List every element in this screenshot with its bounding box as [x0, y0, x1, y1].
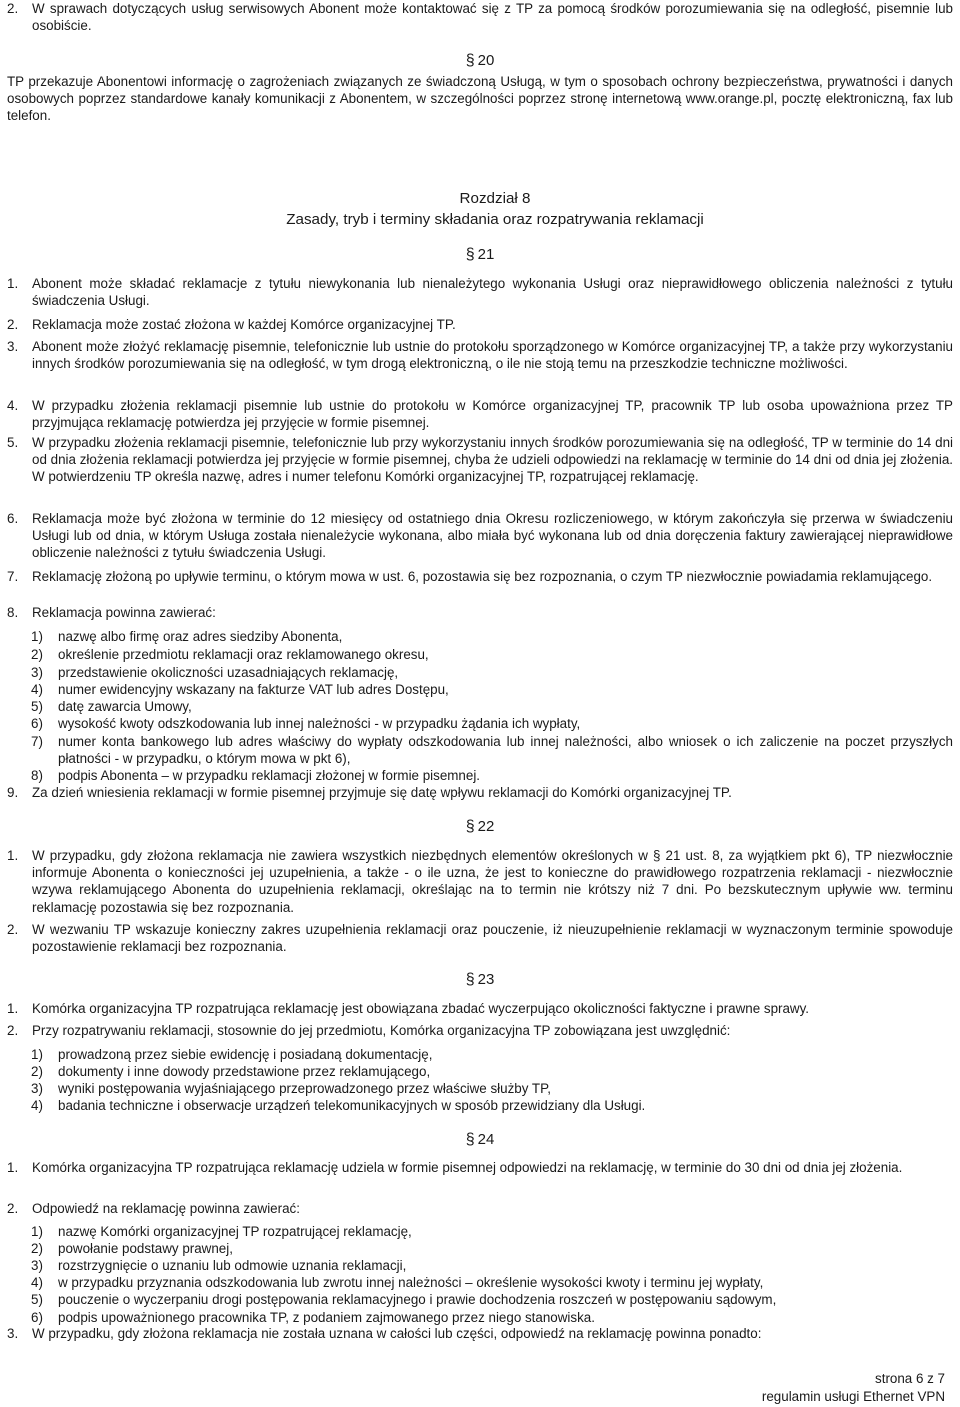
- chapter-label: Rozdział 8: [459, 190, 531, 207]
- sub-item-number: 5): [31, 699, 43, 714]
- sub-item-number: 1): [31, 1224, 43, 1239]
- item-text: W przypadku, gdy złożona reklamacja nie zawiera wszystkich niezbędnych elementów określonych w § 21 ust. 8, za wyjątkiem pkt 6), TP niezwłocznie informuje Abonenta o konieczności jej uzupełnienia, a także - o ile uzna, że jest to konieczne do prawidłowego rozpatrzenia reklamacji - niezwłocznie wzywa reklamującego Abonenta do uzupełnienia reklamacji, określając na to termin nie krótszy niż 7 dni. Po bezskutecznym upływie ww. terminu reklamację pozostawia się bez rozpoznania.: [32, 848, 953, 915]
- list-item: [7, 1000, 953, 1017]
- sub-item-number: 4): [31, 1275, 43, 1290]
- item-text: Komórka organizacyjna TP rozpatrująca reklamację udziela w formie pisemnej odpowiedzi na reklamację, w terminie do 30 dni od dnia jej złożenia.: [32, 1160, 903, 1175]
- sub-list-item: [31, 1257, 953, 1274]
- sub-list-item: [31, 1240, 953, 1257]
- item-number: 3.: [7, 339, 19, 354]
- section-heading-21: [0, 246, 960, 263]
- section-heading-22: [0, 818, 960, 835]
- sub-item-text: badania techniczne i obserwacje urządzeń telekomunikacyjnych w sposób przewidziany dla Usługi.: [58, 1098, 646, 1113]
- list-item: [7, 604, 953, 621]
- sub-item-text: określenie przedmiotu reklamacji oraz reklamowanego okresu,: [58, 647, 429, 662]
- sub-item-text: podpis Abonenta – w przypadku reklamacji złożonej w formie pisemnej.: [58, 768, 481, 783]
- list-item: [7, 568, 953, 585]
- sub-item-number: 3): [31, 1081, 43, 1096]
- item-number: 1.: [7, 1001, 19, 1016]
- item-text: W przypadku złożenia reklamacji pisemnie lub ustnie do protokołu w Komórce organizacyjnej TP, pracownik TP lub osoba upoważniona przez TP przyjmująca reklamację potwierdza jej przyjęcie w formie pisemnej.: [32, 398, 953, 431]
- section-heading-24: [0, 1131, 960, 1148]
- item-number: 3.: [7, 1326, 19, 1341]
- item-text: Reklamacja może zostać złożona w każdej Komórce organizacyjnej TP.: [32, 317, 456, 332]
- sub-item-number: 2): [31, 1064, 43, 1079]
- section-20-paragraph: TP przekazuje Abonentowi informację o zagrożeniach związanych ze świadczoną Usługą, w tym o sposobach ochrony bezpieczeństwa, prywatności i danych osobowych poprzez standardowe kanały komunikacji z Abonentem, w szczególności poprzez stronę internetową www.orange.pl, pocztę elektroniczną, fax lub telefon.: [7, 74, 953, 124]
- list-item: [7, 784, 953, 801]
- sub-item-text: podpis upoważnionego pracownika TP, z podaniem zajmowanego przez niego stanowiska.: [58, 1310, 595, 1325]
- sub-item-number: 1): [31, 629, 43, 644]
- section-number: 21: [477, 246, 495, 263]
- sub-list-item: [31, 1291, 953, 1308]
- sub-item-text: nazwę albo firmę oraz adres siedziby Abonenta,: [58, 629, 343, 644]
- item-text: W przypadku, gdy złożona reklamacja nie została uznana w całości lub części, odpowiedź na reklamację powinna ponadto:: [32, 1326, 762, 1341]
- section-symbol: §: [465, 52, 475, 69]
- sub-item-number: 8): [31, 768, 43, 783]
- list-item: [7, 397, 953, 431]
- sub-item-text: przedstawienie okoliczności uzasadniających reklamację,: [58, 665, 399, 680]
- sub-item-text: datę zawarcia Umowy,: [58, 699, 192, 714]
- page-number: strona 6 z 7: [875, 1371, 945, 1386]
- list-item: [7, 434, 953, 486]
- item-number: 2.: [7, 317, 19, 332]
- item-text: Za dzień wniesienia reklamacji w formie pisemnej przyjmuje się datę wpływu reklamacji do Komórki organizacyjnej TP.: [32, 785, 732, 800]
- list-item: [7, 275, 953, 309]
- section-heading-23: [0, 971, 960, 988]
- sub-item-text: numer konta bankowego lub adres właściwy do wypłaty odszkodowania lub innej należności, albo wniosek o ich zaliczenie na poczet przyszłych płatności - w przypadku, o którym mowa w pkt 6),: [58, 734, 953, 767]
- section-number: 24: [477, 1131, 495, 1148]
- item-text: Reklamacja może być złożona w terminie do 12 miesięcy od ostatniego dnia Okresu rozliczeniowego, w którym zakończyła się przerwa w świadczeniu Usługi lub od dnia, w którym Usługa została nienależycie wykonana, albo miała być wykonana lub od dnia doręczenia faktury zawierającej nieprawidłowe obliczenie należności z tytułu świadczenia Usługi.: [32, 511, 953, 561]
- sub-list-item: [31, 1046, 953, 1063]
- list-item: [7, 1325, 953, 1342]
- item-text: Odpowiedź na reklamację powinna zawierać:: [32, 1201, 300, 1216]
- item-number: 2.: [7, 1201, 19, 1216]
- document-name: regulamin usługi Ethernet VPN: [761, 1389, 945, 1404]
- sub-item-text: numer ewidencyjny wskazany na fakturze VAT lub adres Dostępu,: [58, 682, 449, 697]
- sub-list-item: [31, 1080, 953, 1097]
- item-number: 4.: [7, 398, 19, 413]
- list-item: [7, 316, 953, 333]
- sub-item-text: powołanie podstawy prawnej,: [58, 1241, 233, 1256]
- list-item: [7, 510, 953, 562]
- section-heading-20: [0, 52, 960, 69]
- section-number: 22: [477, 818, 495, 835]
- sub-item-text: pouczenie o wyczerpaniu drogi postępowania reklamacyjnego i prawie dochodzenia roszczeń w postępowaniu sądowym,: [58, 1292, 777, 1307]
- list-item: [7, 1022, 953, 1039]
- sub-list-item: [31, 1097, 953, 1114]
- sub-item-text: prowadzoną przez siebie ewidencję i posiadaną dokumentację,: [58, 1047, 433, 1062]
- chapter-title: Zasady, tryb i terminy składania oraz rozpatrywania reklamacji: [286, 211, 704, 228]
- sub-item-number: 3): [31, 1258, 43, 1273]
- section-symbol: §: [465, 246, 475, 263]
- item-number: 9.: [7, 785, 19, 800]
- sub-list-item: [31, 698, 953, 715]
- sub-list-item: [31, 733, 953, 767]
- sub-list-item: [31, 664, 953, 681]
- item-text: W sprawach dotyczących usług serwisowych Abonent może kontaktować się z TP za pomocą środków porozumiewania się na odległość, pisemnie lub osobiście.: [32, 1, 953, 34]
- item-number: 5.: [7, 435, 19, 450]
- sub-item-number: 3): [31, 665, 43, 680]
- sub-item-number: 4): [31, 682, 43, 697]
- item-number: 8.: [7, 605, 19, 620]
- sub-list-item: [31, 715, 953, 732]
- item-text: Abonent może złożyć reklamację pisemnie, telefonicznie lub ustnie do protokołu sporządzonego w Komórce organizacyjnej TP, a także przy wykorzystaniu innych środków porozumiewania się na odległość, w tym drogą elektroniczną, o ile nie stoją temu na przeszkodzie techniczne możliwości.: [32, 339, 953, 372]
- item-number: 7.: [7, 569, 19, 584]
- item-number: 2.: [7, 1023, 19, 1038]
- sub-list-item: [31, 681, 953, 698]
- sub-item-number: 2): [31, 647, 43, 662]
- item-number: 6.: [7, 511, 19, 526]
- sub-item-number: 6): [31, 1310, 43, 1325]
- item-number: 2.: [7, 1, 19, 16]
- list-item: [7, 338, 953, 372]
- sub-item-number: 1): [31, 1047, 43, 1062]
- sub-item-number: 2): [31, 1241, 43, 1256]
- sub-item-number: 5): [31, 1292, 43, 1307]
- section-symbol: §: [465, 1131, 475, 1148]
- sub-item-number: 6): [31, 716, 43, 731]
- list-item: [7, 1200, 953, 1217]
- sub-item-number: 7): [31, 734, 43, 749]
- sub-item-text: wysokość kwoty odszkodowania lub innej należności - w przypadku żądania ich wypłaty,: [58, 716, 581, 731]
- sub-list-item: [31, 1309, 953, 1326]
- item-text: Reklamacja powinna zawierać:: [32, 605, 216, 620]
- sub-list-item: [31, 1063, 953, 1080]
- list-item: [7, 0, 953, 34]
- item-text: Komórka organizacyjna TP rozpatrująca reklamację jest obowiązana zbadać wyczerpująco okoliczności faktyczne i prawne sprawy.: [32, 1001, 810, 1016]
- item-number: 1.: [7, 276, 19, 291]
- sub-item-text: rozstrzygnięcie o uznaniu lub odmowie uznania reklamacji,: [58, 1258, 407, 1273]
- sub-item-text: nazwę Komórki organizacyjnej TP rozpatrującej reklamację,: [58, 1224, 412, 1239]
- list-item: [7, 1159, 953, 1176]
- section-symbol: §: [465, 971, 475, 988]
- item-text: Reklamację złożoną po upływie terminu, o którym mowa w ust. 6, pozostawia się bez rozpoznania, o czym TP niezwłocznie powiadamia reklamującego.: [32, 569, 933, 584]
- item-number: 1.: [7, 1160, 19, 1175]
- sub-list-item: [31, 1223, 953, 1240]
- sub-item-text: w przypadku przyznania odszkodowania lub zwrotu innej należności – określenie wysokości kwoty i terminu jej wypłaty,: [58, 1275, 764, 1290]
- list-item: [7, 847, 953, 916]
- sub-item-text: dokumenty i inne dowody przedstawione przez reklamującego,: [58, 1064, 431, 1079]
- section-number: 20: [477, 52, 495, 69]
- item-text: W wezwaniu TP wskazuje konieczny zakres uzupełnienia reklamacji oraz pouczenie, iż nieuzupełnienie reklamacji w wyznaczonym terminie spowoduje pozostawienie reklamacji bez rozpoznania.: [32, 922, 953, 955]
- sub-list-item: [31, 1274, 953, 1291]
- section-symbol: §: [465, 818, 475, 835]
- section-number: 23: [477, 971, 495, 988]
- sub-list-item: [31, 767, 953, 784]
- sub-list-item: [31, 628, 953, 645]
- sub-item-text: wyniki postępowania wyjaśniającego przeprowadzonego przez właściwe służby TP,: [58, 1081, 551, 1096]
- item-number: 2.: [7, 922, 19, 937]
- item-number: 1.: [7, 848, 19, 863]
- item-text: W przypadku złożenia reklamacji pisemnie, telefonicznie lub przy wykorzystaniu innych środków porozumiewania się na odległość, TP w terminie do 14 dni od dnia złożenia reklamacji potwierdza jej przyjęcie w formie pisemnej, chyba że udzieli odpowiedzi na reklamację w terminie do 14 dni od dnia jej złożenia. W potwierdzeniu TP określa nazwę, adres i numer telefonu Komórki organizacyjnej TP, rozpatrującej reklamację.: [32, 435, 953, 485]
- sub-list-item: [31, 646, 953, 663]
- list-item: [7, 921, 953, 955]
- item-text: Przy rozpatrywaniu reklamacji, stosownie do jej przedmiotu, Komórka organizacyjna TP zobowiązana jest uwzględnić:: [32, 1023, 731, 1038]
- item-text: Abonent może składać reklamacje z tytułu niewykonania lub nienależytego wykonania Usługi oraz nieprawidłowego obliczenia należności z tytułu świadczenia Usługi.: [32, 276, 953, 309]
- sub-item-number: 4): [31, 1098, 43, 1113]
